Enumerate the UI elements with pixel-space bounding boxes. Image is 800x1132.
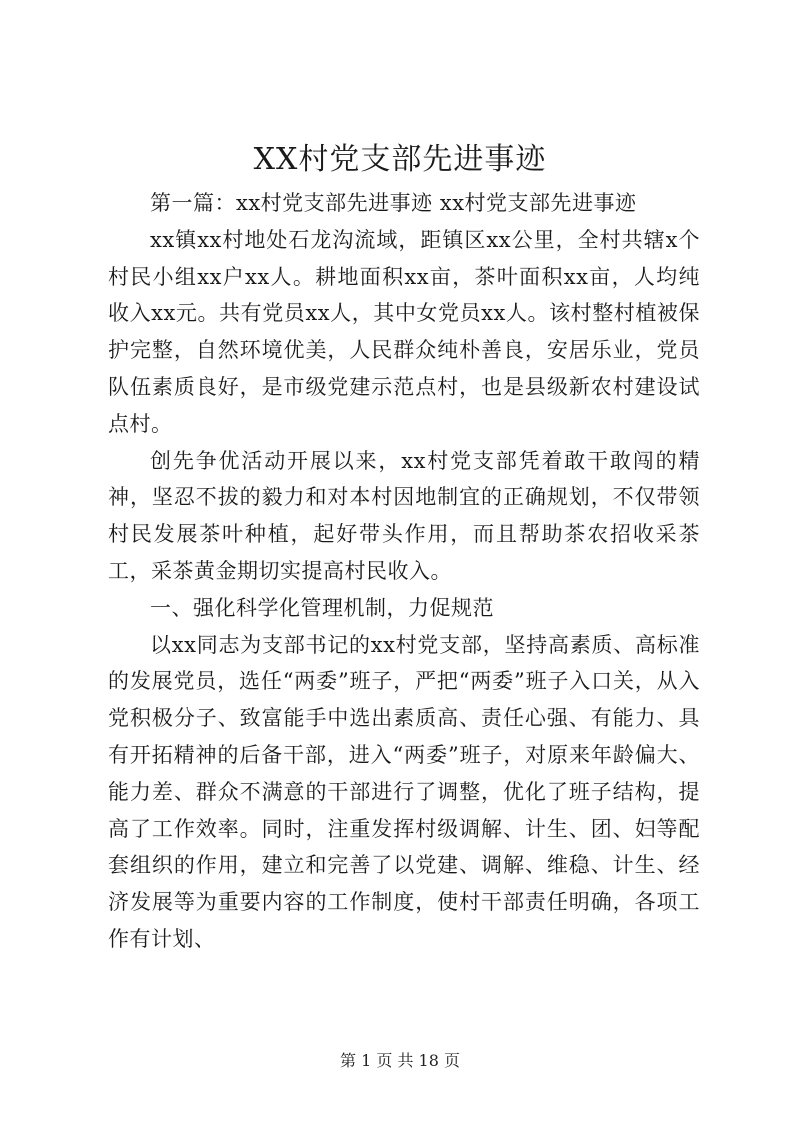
page-footer: 第 1 页 共 18 页 [340,1051,460,1070]
section-heading-1: 一、强化科学化管理机制，力促规范 [150,595,494,620]
paragraph-chapter-heading: 第一篇：xx村党支部先进事迹 xx村党支部先进事迹 [150,191,637,215]
document-body [108,185,700,958]
paragraph-village-overview: xx镇xx村地处石龙沟流域，距镇区xx公里，全村共辖x个村民小组xx户xx人。耕地面积xx亩，茶叶面积xx亩，人均纯收入xx元。共有党员xx人，其中女党员xx人。该村整村植被保护完整，自然环境优美，人民群众纯朴善良，安居乐业，党员队伍素质良好，是市级党建示范点村，也是县级新农村建设试点村。 [108,227,700,436]
paragraph-activities: 创先争优活动开展以来，xx村党支部凭着敢干敢闯的精神，坚忍不拔的毅力和对本村因地制宜的正确规划，不仅带领村民发展茶叶种植，起好带头作用，而且帮助茶农招收采茶工，采茶黄金期切实提高村民收入。 [108,448,700,583]
document-title: XX村党支部先进事迹 [253,142,547,177]
paragraph-management: 以xx同志为支部书记的xx村党支部，坚持高素质、高标准的发展党员，选任“两委”班子，严把“两委”班子入口关，从入党积极分子、致富能手中选出素质高、责任心强、有能力、具有开拓精神的后备干部，进入“两委”班子，对原来年龄偏大、能力差、群众不满意的干部进行了调整，优化了班子结构，提高了工作效率。同时，注重发挥村级调解、计生、团、妇等配套组织的作用，建立和完善了以党建、调解、维稳、计生、经济发展等为重要内容的工作制度，使村干部责任明确，各项工作有计划、 [108,632,700,951]
